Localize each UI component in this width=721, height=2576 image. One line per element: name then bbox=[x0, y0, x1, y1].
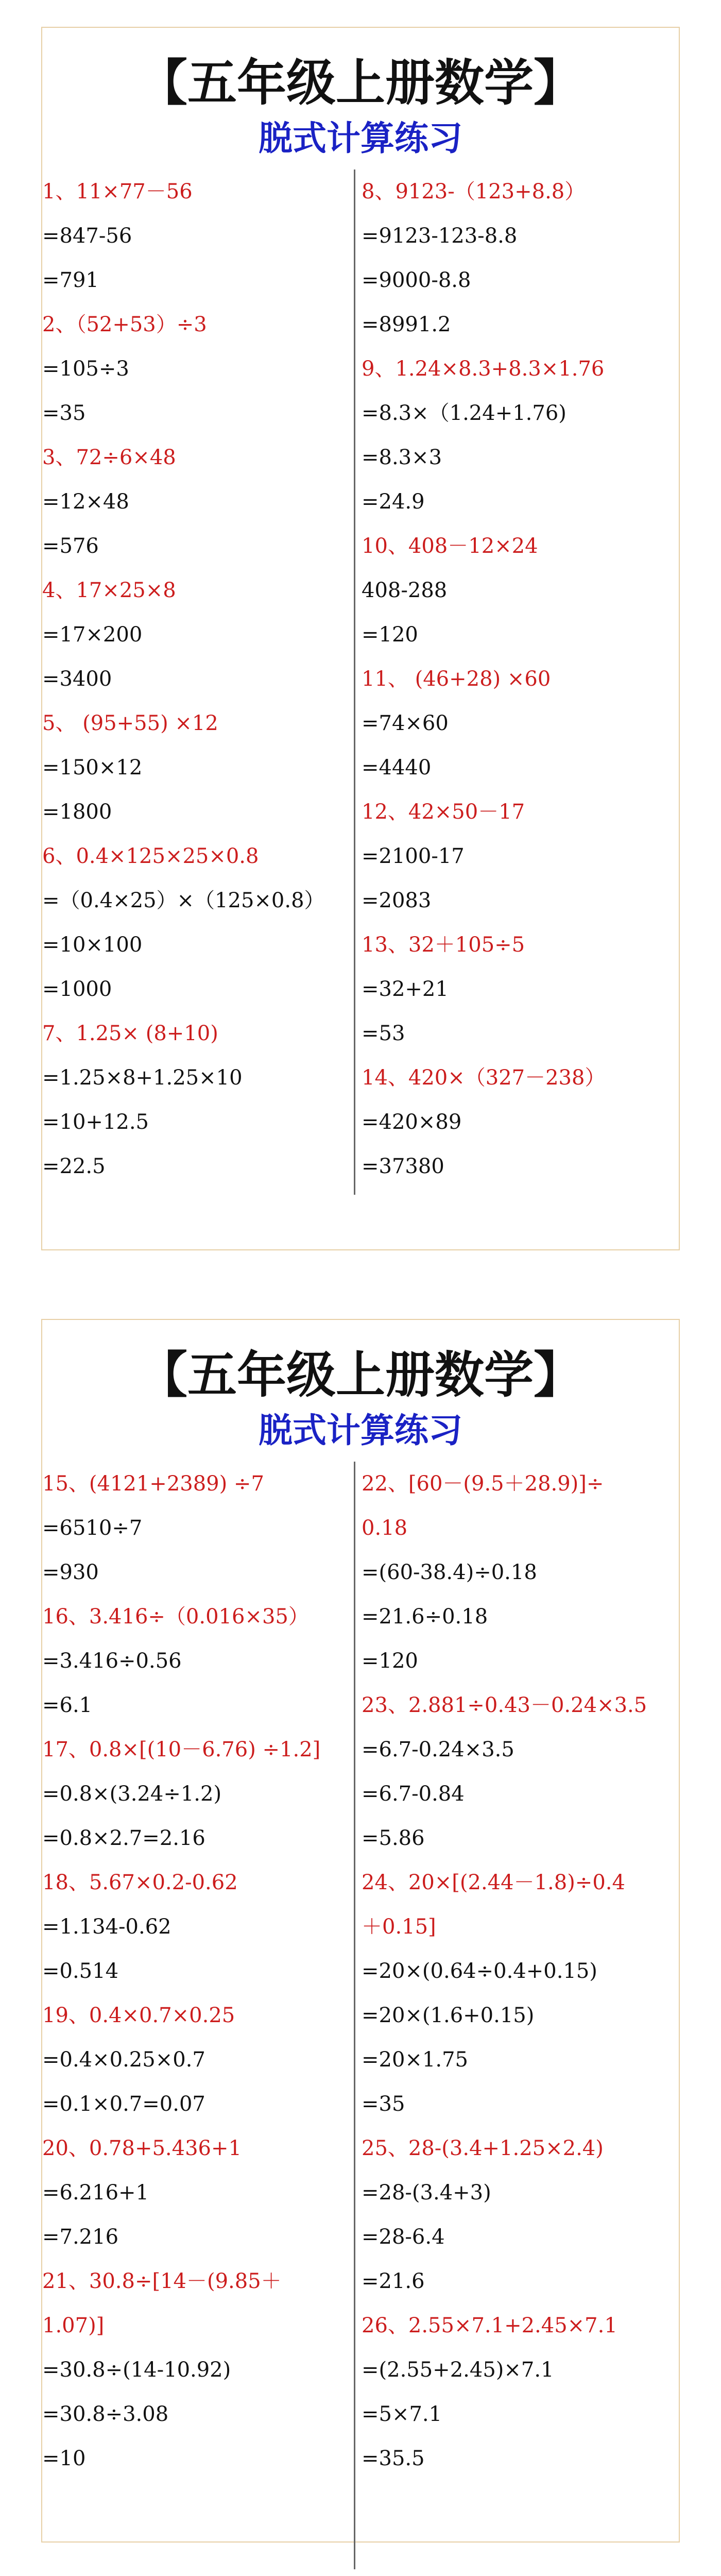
solution-step: =74×60 bbox=[362, 711, 449, 735]
solution-step: =10×100 bbox=[42, 933, 143, 957]
solution-step: =9000-8.8 bbox=[362, 268, 471, 292]
solution-step: =420×89 bbox=[362, 1110, 462, 1134]
solution-step: =105÷3 bbox=[42, 357, 129, 381]
page-title: 【五年级上册数学】 bbox=[138, 54, 583, 112]
problem-line: 1、11×77－56 bbox=[42, 180, 193, 204]
solution-step: =0.1×0.7=0.07 bbox=[42, 2092, 205, 2116]
solution-step: =1.134-0.62 bbox=[42, 1915, 171, 1939]
solution-step: =3.416÷0.56 bbox=[42, 1649, 182, 1673]
solution-step: =7.216 bbox=[42, 2225, 119, 2249]
solution-step: =120 bbox=[362, 623, 418, 647]
problem-line: 23、2.881÷0.43－0.24×3.5 bbox=[362, 1693, 647, 1717]
solution-step: =120 bbox=[362, 1649, 418, 1673]
problem-line: 8、9123-（123+8.8） bbox=[362, 180, 586, 204]
problem-line: 18、5.67×0.2-0.62 bbox=[42, 1871, 238, 1894]
solution-step: =6.7-0.24×3.5 bbox=[362, 1738, 514, 1761]
solution-step: =(60-38.4)÷0.18 bbox=[362, 1561, 537, 1584]
solution-step: =20×(0.64÷0.4+0.15) bbox=[362, 1959, 597, 1983]
solution-step: =1800 bbox=[42, 800, 112, 824]
page-subtitle: 脱式计算练习 bbox=[259, 1410, 462, 1450]
problem-line: 3、72÷6×48 bbox=[42, 446, 176, 469]
column-divider bbox=[354, 1462, 355, 2569]
problem-line: 24、20×[(2.44－1.8)÷0.4 bbox=[362, 1871, 625, 1894]
problem-line: 16、3.416÷（0.016×35） bbox=[42, 1605, 309, 1629]
solution-step: =30.8÷3.08 bbox=[42, 2402, 169, 2426]
solution-step: =35 bbox=[42, 401, 86, 425]
solution-step: =4440 bbox=[362, 756, 432, 779]
solution-step: =0.514 bbox=[42, 1959, 119, 1983]
solution-step: =2100-17 bbox=[362, 844, 465, 868]
solution-step: =12×48 bbox=[42, 490, 129, 514]
problem-line: 2、（52+53）÷3 bbox=[42, 313, 207, 336]
solution-step: =1000 bbox=[42, 977, 112, 1001]
problem-line: 20、0.78+5.436+1 bbox=[42, 2137, 242, 2160]
solution-step: =35.5 bbox=[362, 2447, 425, 2470]
solution-step: =847-56 bbox=[42, 224, 132, 248]
solution-step: =150×12 bbox=[42, 756, 143, 779]
solution-step: =37380 bbox=[362, 1155, 444, 1178]
solution-step: =30.8÷(14-10.92) bbox=[42, 2358, 231, 2382]
page-subtitle: 脱式计算练习 bbox=[259, 118, 462, 158]
right-column bbox=[362, 1462, 658, 2481]
problem-line: 25、28-(3.4+1.25×2.4) bbox=[362, 2137, 604, 2160]
solution-step: =5.86 bbox=[362, 1826, 425, 1850]
solution-step: =35 bbox=[362, 2092, 405, 2116]
problem-line: 1.07)] bbox=[42, 2314, 105, 2337]
problem-line: 14、420×（327－238） bbox=[362, 1066, 606, 1090]
problem-line: 9、1.24×8.3+8.3×1.76 bbox=[362, 357, 605, 381]
solution-step: =21.6 bbox=[362, 2269, 425, 2293]
problem-line: 11、 (46+28) ×60 bbox=[362, 667, 551, 691]
solution-step: =17×200 bbox=[42, 623, 143, 647]
problem-line: 22、[60－(9.5＋28.9)]÷ bbox=[362, 1472, 604, 1496]
worksheet-page-2 bbox=[41, 1319, 680, 2543]
solution-step: =930 bbox=[42, 1561, 99, 1584]
solution-step: =32+21 bbox=[362, 977, 449, 1001]
solution-step: =10+12.5 bbox=[42, 1110, 149, 1134]
problem-line: 13、32＋105÷5 bbox=[362, 933, 525, 957]
solution-step: =28-(3.4+3) bbox=[362, 2181, 491, 2205]
problem-line: 17、0.8×[(10－6.76) ÷1.2] bbox=[42, 1738, 321, 1761]
left-column bbox=[42, 1462, 338, 2481]
problem-line: 15、(4121+2389) ÷7 bbox=[42, 1472, 264, 1496]
solution-step: 408-288 bbox=[362, 579, 448, 602]
problem-line: 0.18 bbox=[362, 1516, 408, 1540]
solution-step: =5×7.1 bbox=[362, 2402, 442, 2426]
solution-step: =3400 bbox=[42, 667, 112, 691]
solution-step: =8.3×3 bbox=[362, 446, 442, 469]
problem-line: 26、2.55×7.1+2.45×7.1 bbox=[362, 2314, 617, 2337]
problem-line: ＋0.15] bbox=[362, 1915, 436, 1939]
solution-step: =8991.2 bbox=[362, 313, 451, 336]
solution-step: =0.4×0.25×0.7 bbox=[42, 2048, 205, 2072]
solution-step: =10 bbox=[42, 2447, 86, 2470]
solution-step: =6.7-0.84 bbox=[362, 1782, 465, 1806]
left-column bbox=[42, 170, 338, 1189]
solution-step: =6510÷7 bbox=[42, 1516, 143, 1540]
solution-step: =791 bbox=[42, 268, 99, 292]
solution-step: =9123-123-8.8 bbox=[362, 224, 518, 248]
page-title: 【五年级上册数学】 bbox=[138, 1346, 583, 1404]
problem-line: 12、42×50－17 bbox=[362, 800, 525, 824]
solution-step: =21.6÷0.18 bbox=[362, 1605, 488, 1629]
solution-step: =2083 bbox=[362, 889, 432, 912]
solution-step: =20×(1.6+0.15) bbox=[362, 2004, 535, 2027]
solution-step: =6.1 bbox=[42, 1693, 93, 1717]
problem-line: 10、408－12×24 bbox=[362, 534, 538, 558]
solution-step: =1.25×8+1.25×10 bbox=[42, 1066, 243, 1090]
problem-line: 6、0.4×125×25×0.8 bbox=[42, 844, 259, 868]
solution-step: =22.5 bbox=[42, 1155, 106, 1178]
problem-line: 21、30.8÷[14－(9.85＋ bbox=[42, 2269, 282, 2293]
solution-step: =0.8×2.7=2.16 bbox=[42, 1826, 205, 1850]
problem-line: 5、 (95+55) ×12 bbox=[42, 711, 218, 735]
problem-line: 7、1.25× (8+10) bbox=[42, 1022, 218, 1045]
solution-step: =6.216+1 bbox=[42, 2181, 149, 2205]
solution-step: =28-6.4 bbox=[362, 2225, 445, 2249]
solution-step: =20×1.75 bbox=[362, 2048, 468, 2072]
solution-step: =0.8×(3.24÷1.2) bbox=[42, 1782, 222, 1806]
solution-step: =576 bbox=[42, 534, 99, 558]
solution-step: =8.3×（1.24+1.76) bbox=[362, 401, 566, 425]
worksheet-page-1 bbox=[41, 27, 680, 1250]
right-column bbox=[362, 170, 658, 1189]
problem-line: 19、0.4×0.7×0.25 bbox=[42, 2004, 235, 2027]
column-divider bbox=[354, 170, 355, 1195]
solution-step: =（0.4×25）×（125×0.8） bbox=[42, 889, 325, 912]
solution-step: =(2.55+2.45)×7.1 bbox=[362, 2358, 554, 2382]
problem-line: 4、17×25×8 bbox=[42, 579, 176, 602]
solution-step: =24.9 bbox=[362, 490, 425, 514]
solution-step: =53 bbox=[362, 1022, 405, 1045]
